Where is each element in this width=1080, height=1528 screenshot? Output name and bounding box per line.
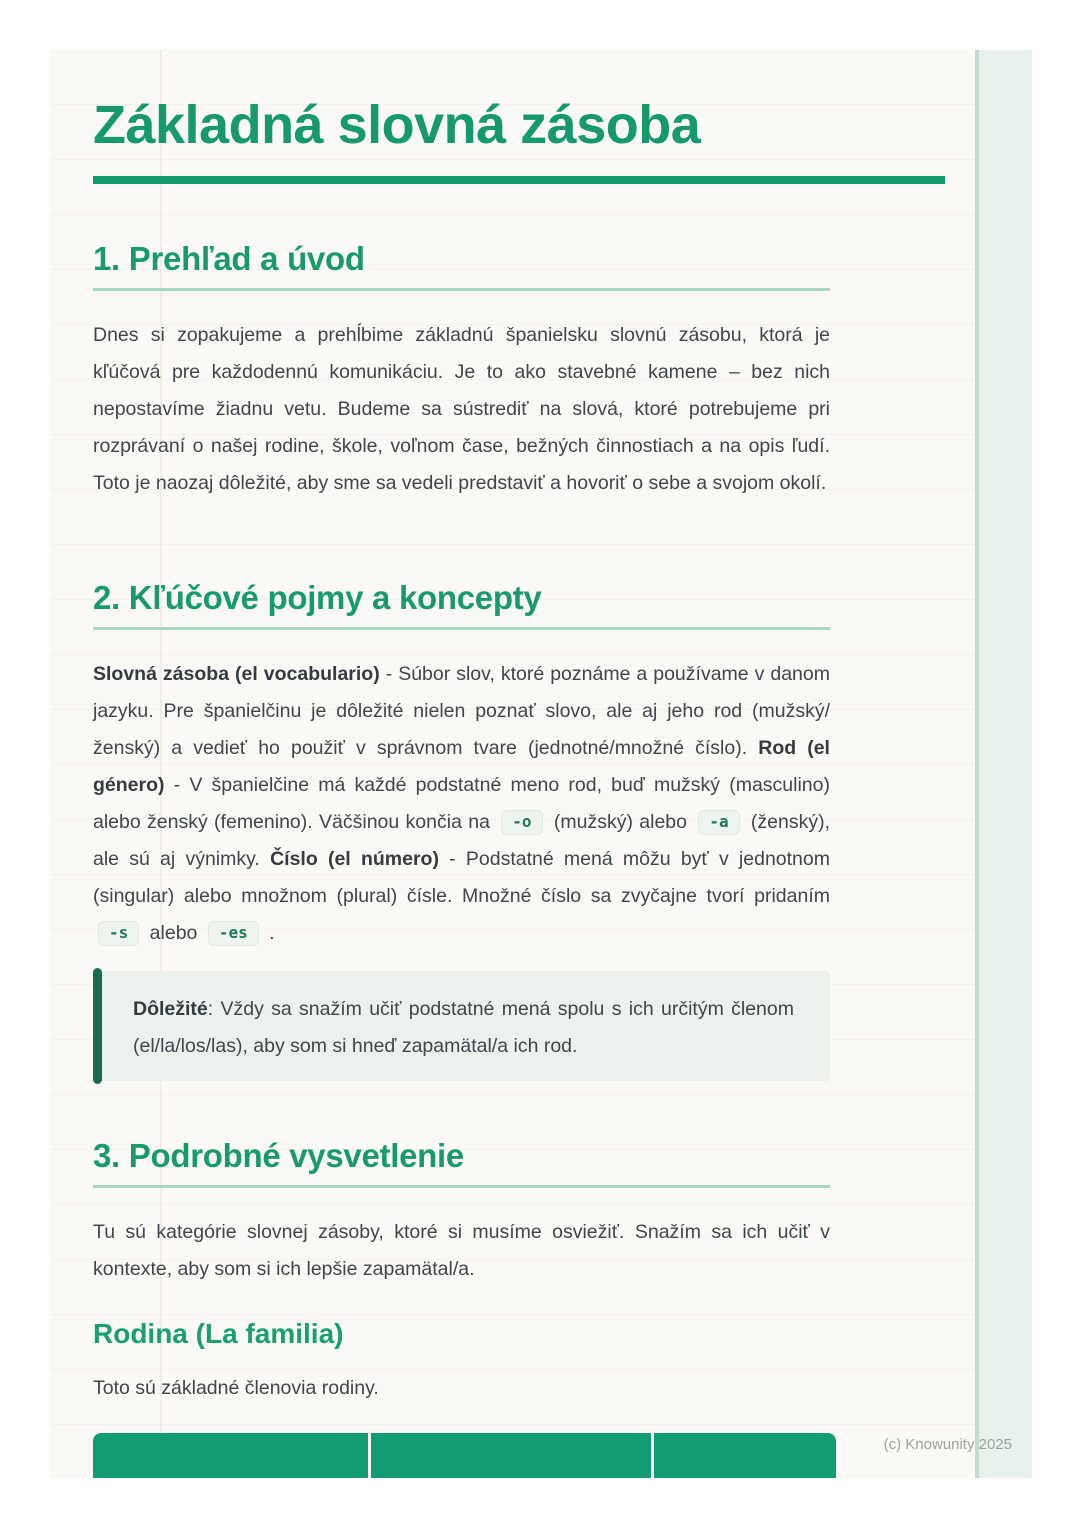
subsection-family-intro (93, 1370, 830, 1407)
section-detail-heading: 3. Podrobné vysvetlenie (93, 1137, 464, 1174)
important-callout (93, 971, 830, 1081)
concepts-text-4: (ženský), ale sú aj výnimky. (93, 811, 831, 870)
section-key-concepts-divider (93, 627, 830, 630)
section-detail-divider (93, 1185, 830, 1188)
vocab-table-header-row (93, 1433, 836, 1478)
section-overview-paragraph: Dnes si zopakujeme a prehĺbime základnú španielsku slovnú zásobu, ktorá je kľúčová pre každodennú komunikáciu. Je to ako stavebné kamene – bez nich nepostavíme žiadnu vetu. Budeme sa sústrediť na slová, ktoré potrebujeme pri rozprávaní o našej rodine, škole, voľnom čase, bežných činnostiach a na opis ľudí. Toto je naozaj dôležité, aby sme sa vedeli predstaviť a hovoriť o sebe a svojom okolí. (93, 324, 830, 494)
concepts-text-3: (mužský) alebo (547, 811, 694, 833)
term-vocabulario: Slovná zásoba (el vocabulario) (93, 663, 380, 685)
concepts-text-5: - Podstatné mená môžu byť v jednotnom (singular) alebo množnom (plural) čísle. Množné číslo sa zvyčajne tvorí pridaním (93, 848, 830, 907)
right-accent-stripe (975, 50, 1032, 1478)
subsection-family (93, 1316, 830, 1352)
table-header-cell (371, 1433, 651, 1478)
section-detail (93, 1135, 830, 1288)
copyright-note: (c) Knowunity 2025 (883, 1436, 1012, 1453)
page-content (93, 50, 831, 1399)
subsection-family-heading: Rodina (La familia) (93, 1318, 344, 1349)
concepts-text-6: alebo (144, 922, 203, 944)
table-header-cell (93, 1433, 368, 1478)
section-key-concepts-paragraph (93, 656, 830, 952)
concepts-text-1: - Súbor slov, ktoré poznáme a používame v danom jazyku. Pre španielčinu je dôležité nielen poznať slovo, ale aj jeho rod (mužský/ženský) a vedieť ho použiť v správnom tvare (jednotné/množné číslo). (93, 663, 830, 759)
document-page (50, 50, 1032, 1478)
term-genero: Rod (el género) (93, 737, 830, 796)
section-overview-heading: 1. Prehľad a úvod (93, 240, 365, 277)
section-key-concepts-heading: 2. Kľúčové pojmy a koncepty (93, 579, 542, 616)
term-numero: Číslo (el número) (270, 848, 439, 870)
important-callout-paragraph (133, 991, 794, 1065)
table-header-cell (654, 1433, 836, 1478)
code-badge-o: -o (501, 810, 542, 835)
title-divider (93, 176, 945, 184)
callout-label: Dôležité (133, 998, 208, 1020)
section-overview (93, 238, 830, 502)
code-badge-s: -s (98, 921, 139, 946)
section-key-concepts (93, 577, 830, 952)
section-overview-divider (93, 288, 830, 291)
subsection-family-paragraph: Toto sú základné členovia rodiny. (93, 1377, 379, 1399)
code-badge-es: -es (208, 921, 259, 946)
section-detail-paragraph: Tu sú kategórie slovnej zásoby, ktoré si musíme osviežiť. Snažím sa ich učiť v kontexte, aby som si ich lepšie zapamätal/a. (93, 1221, 830, 1280)
title-block (93, 92, 830, 184)
page-title: Základná slovná zásoba (93, 95, 701, 155)
concepts-text-2: - V španielčine má každé podstatné meno rod, buď mužský (masculino) alebo ženský (femenino). Väčšinou končia na (93, 774, 830, 833)
callout-text: : Vždy sa snažím učiť podstatné mená spolu s ich určitým členom (el/la/los/las), aby som si hneď zapamätal/a ich rod. (133, 998, 794, 1057)
code-badge-a: -a (698, 810, 739, 835)
concepts-text-7: . (263, 922, 275, 944)
